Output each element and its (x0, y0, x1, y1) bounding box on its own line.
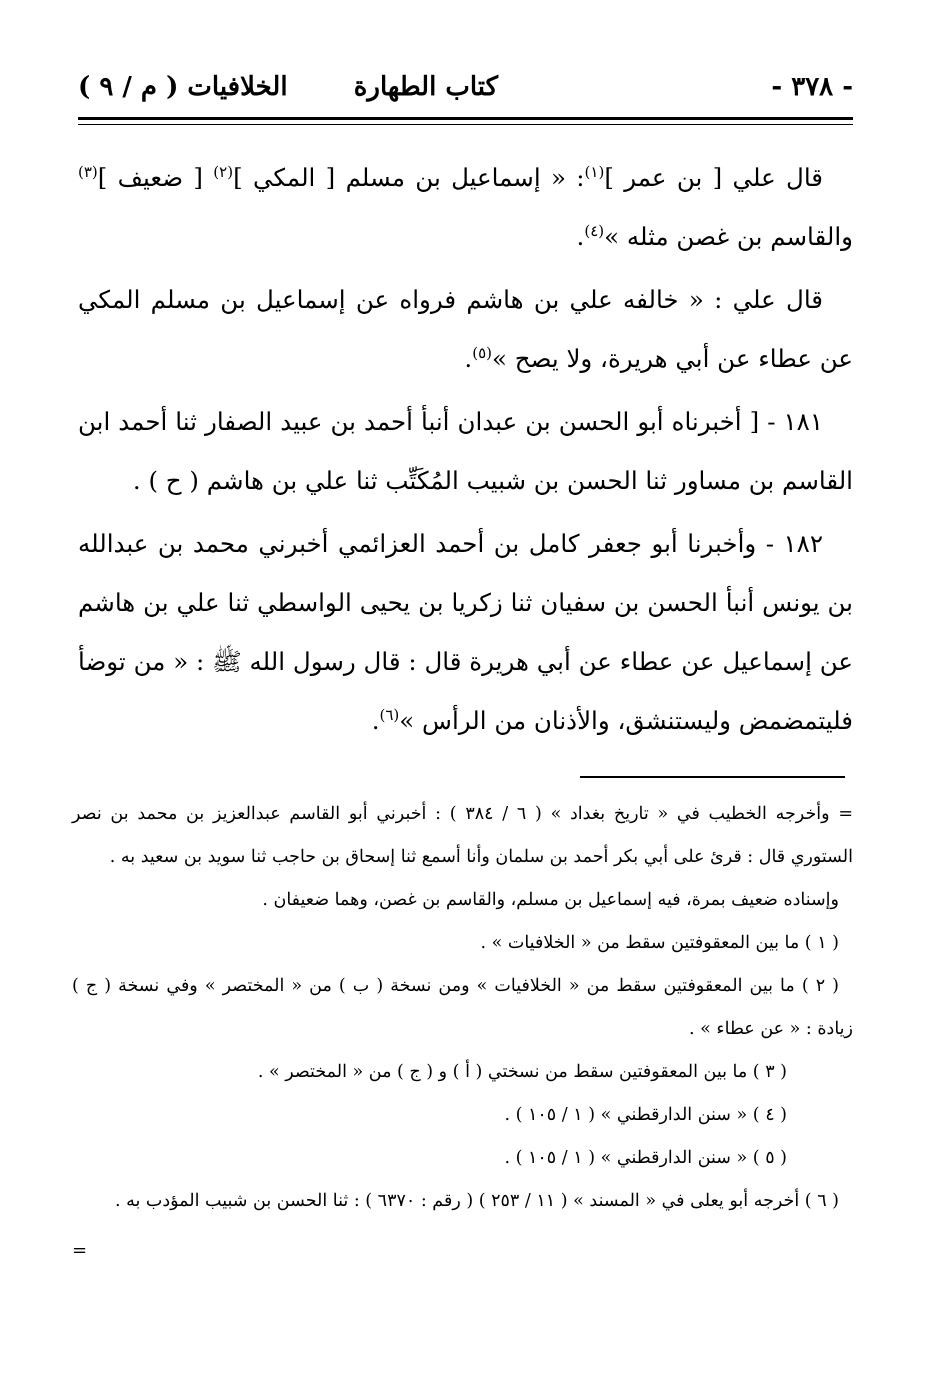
footnote-ref-1[interactable]: (١) (584, 162, 605, 181)
continuation-mark: = (72, 1240, 88, 1261)
text-span: والقاسم بن غصن مثله » (604, 222, 853, 251)
page-header (78, 72, 853, 112)
page-number: - ٣٧٨ - (771, 72, 853, 102)
paragraph-ali-1 (78, 148, 853, 266)
header-rule-thick (78, 117, 853, 120)
footnote-ref-2[interactable]: (٢) (213, 162, 234, 181)
footnotes (72, 793, 853, 1223)
text-span: . (371, 706, 380, 735)
text-span: . (576, 222, 585, 251)
book-title: كتاب الطهارة (353, 72, 498, 102)
text-span: ١٨٢ - وأخبرنا أبو جعفر كامل بن أحمد العزائمي أخبرني محمد بن عبدالله بن يونس أنبأ الحسن بن سفيان ثنا زكريا بن يحيى الواسطي ثنا علي بن هاشم عن إسماعيل عن عطاء عن أبي هريرة قال : قال رسول الله ﷺ : « من توضأ فليتمضمض وليستنشق، والأذنان من الرأس » (78, 529, 853, 735)
text-span: : « إسماعيل بن مسلم [ المكي ] (233, 163, 585, 192)
hadith-181: ١٨١ - [ أخبرناه أبو الحسن بن عبدان أنبأ أحمد بن عبيد الصفار ثنا أحمد ابن القاسم بن مساور ثنا الحسن بن شبيب المُكَتِّب ثنا علي بن هاشم ( ح ) . (78, 407, 853, 495)
section-title: الخلافيات ( م / ٩ ) (78, 72, 288, 102)
footnote-ref-6[interactable]: (٦) (379, 705, 400, 724)
text-span: قال علي : « خالفه علي بن هاشم فرواه عن إسماعيل بن مسلم المكي عن عطاء عن أبي هريرة، ولا يصح » (78, 285, 853, 373)
footnote-separator (580, 776, 845, 778)
text-span: [ ضعيف ] (97, 163, 214, 192)
footnote-1: ( ١ ) ما بين المعقوفتين سقط من « الخلافيات » . (480, 933, 839, 953)
header-rule-thin (78, 124, 853, 125)
footnote-ref-5[interactable]: (٥) (472, 343, 492, 362)
paragraph-ali-2 (78, 270, 853, 388)
footnote-2: ( ٢ ) ما بين المعقوفتين سقط من « الخلافيات » ومن نسخة ( ب ) من « المختصر » وفي نسخة ( ج ) زيادة : « عن عطاء » . (72, 976, 853, 1039)
text-span: . (464, 344, 473, 373)
footnote-5: ( ٥ ) « سنن الدارقطني » ( ١ / ١٠٥ ) . (504, 1148, 787, 1168)
main-text (78, 148, 853, 750)
footnote-ref-4[interactable]: (٤) (584, 221, 605, 240)
footnote-assessment: وإسناده ضعيف بمرة، فيه إسماعيل بن مسلم، والقاسم بن غصن، وهما ضعيفان . (262, 890, 839, 910)
text-span: قال علي [ بن عمر ] (604, 163, 824, 192)
footnote-ref-3[interactable]: (٣) (78, 162, 98, 181)
hadith-182 (78, 514, 853, 750)
footnote-continuation: = وأخرجه الخطيب في « تاريخ بغداد » ( ٦ / ٣٨٤ ) : أخبرني أبو القاسم عبدالعزيز بن محمد بن نصر الستوري قال : قرئ على أبي بكر أحمد بن سلمان وأنا أسمع ثنا إسحاق بن حاجب ثنا سويد بن سعيد به . (72, 804, 853, 867)
footnote-6: ( ٦ ) أخرجه أبو يعلى في « المسند » ( ١١ / ٢٥٣ ) ( رقم : ٦٣٧٠ ) : ثنا الحسن بن شبيب المؤدب به . (114, 1191, 839, 1211)
footnote-4: ( ٤ ) « سنن الدارقطني » ( ١ / ١٠٥ ) . (504, 1105, 787, 1125)
footnote-3: ( ٣ ) ما بين المعقوفتين سقط من نسختي ( أ ) و ( ج ) من « المختصر » . (257, 1062, 787, 1082)
